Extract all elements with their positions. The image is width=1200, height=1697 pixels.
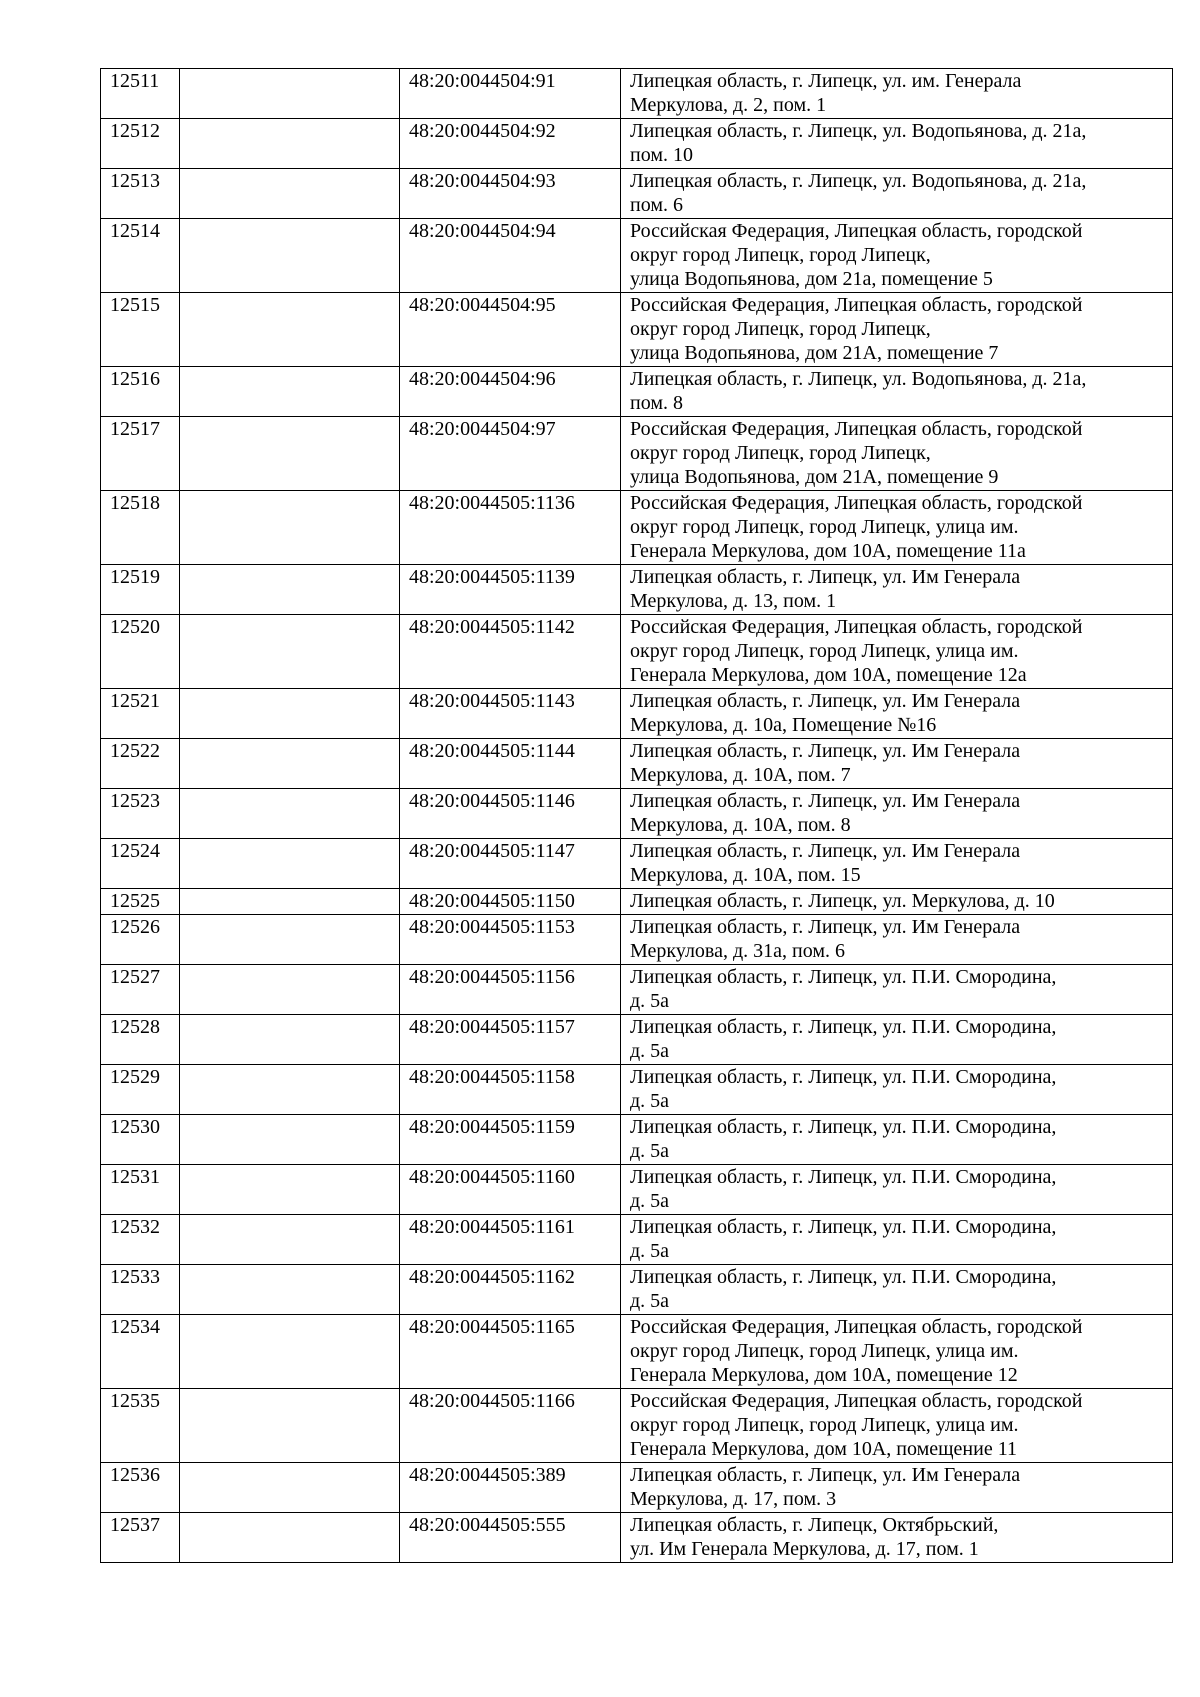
row-number-cell: 12520 (101, 615, 180, 689)
address-cell (621, 1115, 1173, 1165)
address-line: ул. Им Генерала Меркулова, д. 17, пом. 1 (630, 1538, 979, 1560)
cadastral-number-cell: 48:20:0044504:97 (400, 417, 621, 491)
address-cell (621, 839, 1173, 889)
cadastral-number-cell: 48:20:0044504:94 (400, 219, 621, 293)
cadastral-number-cell: 48:20:0044505:1153 (400, 915, 621, 965)
address-line: Липецкая область, г. Липецк, ул. Им Генерала (630, 916, 1021, 938)
address-line: Российская Федерация, Липецкая область, городской (630, 492, 1083, 514)
address-line: д. 5а (630, 1140, 670, 1162)
cadastral-number-cell: 48:20:0044505:1147 (400, 839, 621, 889)
row-number-cell: 12536 (101, 1463, 180, 1513)
address-line: Липецкая область, г. Липецк, ул. П.И. Смородина, (630, 1066, 1057, 1088)
row-number-cell: 12526 (101, 915, 180, 965)
cadastral-number-cell: 48:20:0044505:1143 (400, 689, 621, 739)
address-cell (621, 1315, 1173, 1389)
address-line: Липецкая область, г. Липецк, ул. П.И. Смородина, (630, 966, 1057, 988)
address-line: Российская Федерация, Липецкая область, городской (630, 1390, 1083, 1412)
address-cell (621, 1389, 1173, 1463)
row-number-cell: 12516 (101, 367, 180, 417)
empty-cell (180, 915, 400, 965)
row-number-cell: 12521 (101, 689, 180, 739)
cadastral-number-cell: 48:20:0044505:1136 (400, 491, 621, 565)
address-line: округ город Липецк, город Липецк, улица им. (630, 516, 1019, 538)
address-line: пом. 6 (630, 194, 683, 216)
address-line: д. 5а (630, 990, 670, 1012)
cadastral-number-cell: 48:20:0044505:1142 (400, 615, 621, 689)
empty-cell (180, 689, 400, 739)
table-row (101, 417, 1173, 491)
row-number-cell: 12534 (101, 1315, 180, 1389)
empty-cell (180, 219, 400, 293)
empty-cell (180, 739, 400, 789)
address-line: Генерала Меркулова, дом 10А, помещение 11 (630, 1438, 1017, 1460)
empty-cell (180, 293, 400, 367)
address-line: Липецкая область, г. Липецк, ул. Им Генерала (630, 690, 1021, 712)
empty-cell (180, 565, 400, 615)
address-cell (621, 915, 1173, 965)
address-cell (621, 1065, 1173, 1115)
table-row (101, 1463, 1173, 1513)
address-cell (621, 565, 1173, 615)
cadastral-number-cell: 48:20:0044505:1158 (400, 1065, 621, 1115)
table-row (101, 69, 1173, 119)
empty-cell (180, 417, 400, 491)
table-row (101, 1315, 1173, 1389)
address-line: Липецкая область, г. Липецк, ул. Водопьянова, д. 21а, (630, 368, 1087, 390)
address-line: д. 5а (630, 1190, 670, 1212)
table-row (101, 1215, 1173, 1265)
empty-cell (180, 367, 400, 417)
table-row (101, 293, 1173, 367)
address-line: Липецкая область, г. Липецк, ул. П.И. Смородина, (630, 1016, 1057, 1038)
row-number-cell: 12514 (101, 219, 180, 293)
row-number-cell: 12512 (101, 119, 180, 169)
address-line: Липецкая область, г. Липецк, ул. П.И. Смородина, (630, 1216, 1057, 1238)
address-line: улица Водопьянова, дом 21а, помещение 5 (630, 268, 993, 290)
address-cell (621, 1463, 1173, 1513)
address-cell (621, 69, 1173, 119)
cadastral-number-cell: 48:20:0044505:1159 (400, 1115, 621, 1165)
address-line: улица Водопьянова, дом 21А, помещение 7 (630, 342, 999, 364)
address-line: Липецкая область, г. Липецк, ул. Им Генерала (630, 740, 1021, 762)
address-cell (621, 367, 1173, 417)
cadastral-number-cell: 48:20:0044505:1166 (400, 1389, 621, 1463)
address-line: Липецкая область, г. Липецк, ул. П.И. Смородина, (630, 1116, 1057, 1138)
row-number-cell: 12519 (101, 565, 180, 615)
empty-cell (180, 1065, 400, 1115)
row-number-cell: 12523 (101, 789, 180, 839)
row-number-cell: 12537 (101, 1513, 180, 1563)
cadastral-number-cell: 48:20:0044505:1139 (400, 565, 621, 615)
address-line: округ город Липецк, город Липецк, (630, 318, 931, 340)
row-number-cell: 12528 (101, 1015, 180, 1065)
table-row (101, 169, 1173, 219)
empty-cell (180, 1389, 400, 1463)
empty-cell (180, 615, 400, 689)
empty-cell (180, 69, 400, 119)
row-number-cell: 12525 (101, 889, 180, 915)
address-cell (621, 1165, 1173, 1215)
table-row (101, 839, 1173, 889)
cadastral-number-cell: 48:20:0044505:1162 (400, 1265, 621, 1315)
cadastral-number-cell: 48:20:0044505:1160 (400, 1165, 621, 1215)
property-register-table (100, 68, 1173, 1563)
cadastral-number-cell: 48:20:0044505:1144 (400, 739, 621, 789)
address-cell (621, 789, 1173, 839)
address-cell (621, 615, 1173, 689)
table-row (101, 1389, 1173, 1463)
address-line: Меркулова, д. 2, пом. 1 (630, 94, 827, 116)
table-row (101, 1115, 1173, 1165)
address-line: Генерала Меркулова, дом 10А, помещение 12а (630, 664, 1027, 686)
address-line: Липецкая область, г. Липецк, ул. П.И. Смородина, (630, 1166, 1057, 1188)
row-number-cell: 12511 (101, 69, 180, 119)
address-line: д. 5а (630, 1090, 670, 1112)
empty-cell (180, 1215, 400, 1265)
address-line: Меркулова, д. 31а, пом. 6 (630, 940, 846, 962)
row-number-cell: 12533 (101, 1265, 180, 1315)
address-cell (621, 1265, 1173, 1315)
address-line: Липецкая область, г. Липецк, ул. Водопьянова, д. 21а, (630, 170, 1087, 192)
address-line: Российская Федерация, Липецкая область, городской (630, 616, 1083, 638)
empty-cell (180, 1315, 400, 1389)
cadastral-number-cell: 48:20:0044505:1150 (400, 889, 621, 915)
address-line: Меркулова, д. 10А, пом. 15 (630, 864, 861, 886)
cadastral-number-cell: 48:20:0044505:1146 (400, 789, 621, 839)
row-number-cell: 12531 (101, 1165, 180, 1215)
cadastral-number-cell: 48:20:0044505:1156 (400, 965, 621, 1015)
row-number-cell: 12517 (101, 417, 180, 491)
table-row (101, 565, 1173, 615)
table-row (101, 915, 1173, 965)
empty-cell (180, 789, 400, 839)
address-line: Липецкая область, г. Липецк, ул. П.И. Смородина, (630, 1266, 1057, 1288)
table-row (101, 1265, 1173, 1315)
table-row (101, 491, 1173, 565)
row-number-cell: 12524 (101, 839, 180, 889)
table-row (101, 615, 1173, 689)
row-number-cell: 12532 (101, 1215, 180, 1265)
address-line: Российская Федерация, Липецкая область, городской (630, 418, 1083, 440)
address-line: Меркулова, д. 13, пом. 1 (630, 590, 837, 612)
empty-cell (180, 1265, 400, 1315)
table-row (101, 1065, 1173, 1115)
row-number-cell: 12518 (101, 491, 180, 565)
address-line: д. 5а (630, 1040, 670, 1062)
address-cell (621, 889, 1173, 915)
address-cell (621, 417, 1173, 491)
empty-cell (180, 889, 400, 915)
address-line: д. 5а (630, 1290, 670, 1312)
cadastral-number-cell: 48:20:0044504:96 (400, 367, 621, 417)
empty-cell (180, 839, 400, 889)
address-line: Меркулова, д. 17, пом. 3 (630, 1488, 837, 1510)
address-line: Липецкая область, г. Липецк, Октябрьский, (630, 1514, 999, 1536)
table-row (101, 219, 1173, 293)
address-line: д. 5а (630, 1240, 670, 1262)
address-line: Генерала Меркулова, дом 10А, помещение 11а (630, 540, 1026, 562)
address-line: округ город Липецк, город Липецк, улица им. (630, 1414, 1019, 1436)
address-line: Российская Федерация, Липецкая область, городской (630, 1316, 1083, 1338)
row-number-cell: 12515 (101, 293, 180, 367)
address-line: округ город Липецк, город Липецк, (630, 442, 931, 464)
address-cell (621, 169, 1173, 219)
address-cell (621, 293, 1173, 367)
table-row (101, 367, 1173, 417)
cadastral-number-cell: 48:20:0044505:555 (400, 1513, 621, 1563)
address-cell (621, 119, 1173, 169)
empty-cell (180, 119, 400, 169)
table-row (101, 965, 1173, 1015)
address-line: Меркулова, д. 10а, Помещение №16 (630, 714, 937, 736)
address-line: Липецкая область, г. Липецк, ул. им. Генерала (630, 70, 1022, 92)
empty-cell (180, 1513, 400, 1563)
row-number-cell: 12522 (101, 739, 180, 789)
cadastral-number-cell: 48:20:0044505:1165 (400, 1315, 621, 1389)
cadastral-number-cell: 48:20:0044504:95 (400, 293, 621, 367)
address-line: округ город Липецк, город Липецк, улица им. (630, 1340, 1019, 1362)
table-row (101, 1165, 1173, 1215)
empty-cell (180, 1015, 400, 1065)
address-line: Генерала Меркулова, дом 10А, помещение 12 (630, 1364, 1018, 1386)
address-line: Липецкая область, г. Липецк, ул. Водопьянова, д. 21а, (630, 120, 1087, 142)
table-row (101, 739, 1173, 789)
empty-cell (180, 1165, 400, 1215)
table-row (101, 889, 1173, 915)
address-line: округ город Липецк, город Липецк, (630, 244, 931, 266)
address-line: Российская Федерация, Липецкая область, городской (630, 220, 1083, 242)
address-line: пом. 8 (630, 392, 683, 414)
address-line: Липецкая область, г. Липецк, ул. Им Генерала (630, 1464, 1021, 1486)
table-body (101, 69, 1173, 1563)
address-line: пом. 10 (630, 144, 693, 166)
table-row (101, 689, 1173, 739)
cadastral-number-cell: 48:20:0044504:91 (400, 69, 621, 119)
address-cell (621, 689, 1173, 739)
cadastral-number-cell: 48:20:0044504:92 (400, 119, 621, 169)
address-cell (621, 965, 1173, 1015)
address-cell (621, 1215, 1173, 1265)
address-line: улица Водопьянова, дом 21А, помещение 9 (630, 466, 999, 488)
empty-cell (180, 169, 400, 219)
table-row (101, 789, 1173, 839)
address-cell (621, 739, 1173, 789)
address-line: округ город Липецк, город Липецк, улица им. (630, 640, 1019, 662)
cadastral-number-cell: 48:20:0044505:1161 (400, 1215, 621, 1265)
address-line: Липецкая область, г. Липецк, ул. Им Генерала (630, 566, 1021, 588)
table-row (101, 1015, 1173, 1065)
address-line: Липецкая область, г. Липецк, ул. Меркулова, д. 10 (630, 890, 1055, 912)
row-number-cell: 12513 (101, 169, 180, 219)
row-number-cell: 12535 (101, 1389, 180, 1463)
empty-cell (180, 965, 400, 1015)
empty-cell (180, 1115, 400, 1165)
cadastral-number-cell: 48:20:0044505:1157 (400, 1015, 621, 1065)
row-number-cell: 12530 (101, 1115, 180, 1165)
empty-cell (180, 491, 400, 565)
cadastral-number-cell: 48:20:0044504:93 (400, 169, 621, 219)
cadastral-number-cell: 48:20:0044505:389 (400, 1463, 621, 1513)
row-number-cell: 12529 (101, 1065, 180, 1115)
empty-cell (180, 1463, 400, 1513)
address-cell (621, 491, 1173, 565)
address-line: Липецкая область, г. Липецк, ул. Им Генерала (630, 790, 1021, 812)
table-row (101, 1513, 1173, 1563)
address-cell (621, 1513, 1173, 1563)
address-cell (621, 219, 1173, 293)
address-line: Меркулова, д. 10А, пом. 7 (630, 764, 851, 786)
address-cell (621, 1015, 1173, 1065)
address-line: Российская Федерация, Липецкая область, городской (630, 294, 1083, 316)
table-row (101, 119, 1173, 169)
address-line: Меркулова, д. 10А, пом. 8 (630, 814, 851, 836)
address-line: Липецкая область, г. Липецк, ул. Им Генерала (630, 840, 1021, 862)
row-number-cell: 12527 (101, 965, 180, 1015)
